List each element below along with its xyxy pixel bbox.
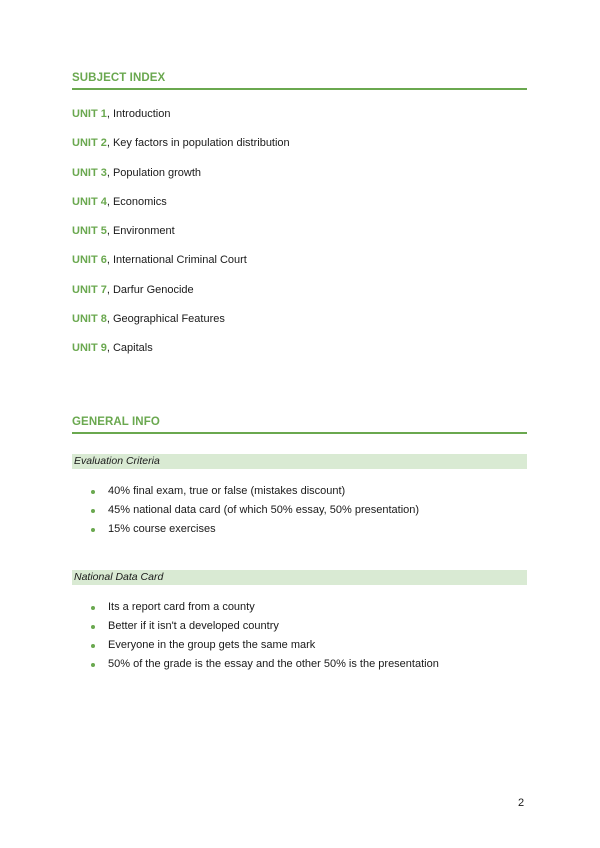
- list-item-text: 50% of the grade is the essay and the other 50% is the presentation: [108, 658, 439, 670]
- bullet-icon: [91, 644, 95, 648]
- unit-title: , Population growth: [106, 166, 202, 179]
- bullet-icon: [91, 606, 95, 610]
- list-item: [91, 658, 439, 677]
- unit-title: , Introduction: [106, 108, 171, 120]
- bullet-icon: [91, 663, 95, 667]
- national-data-card-subheading: National Data Card: [72, 570, 527, 585]
- unit-title: , Darfur Genocide: [106, 283, 194, 296]
- unit-number: UNIT 1: [72, 108, 107, 120]
- unit-title: , Environment: [106, 225, 175, 238]
- national-data-card-list: [91, 601, 439, 677]
- unit-item: [72, 225, 290, 254]
- unit-number: UNIT 9: [72, 342, 107, 355]
- unit-title: , Geographical Features: [106, 313, 225, 326]
- list-item: [91, 523, 419, 542]
- bullet-icon: [91, 528, 95, 532]
- list-item: [91, 504, 419, 523]
- bullet-icon: [91, 509, 95, 513]
- unit-number: UNIT 7: [72, 283, 107, 296]
- evaluation-criteria-list: [91, 485, 419, 542]
- bullet-icon: [91, 625, 95, 629]
- list-item-text: 45% national data card (of which 50% essay, 50% presentation): [108, 504, 420, 516]
- unit-item: [72, 137, 290, 166]
- unit-number: UNIT 4: [72, 195, 107, 208]
- unit-number: UNIT 3: [72, 166, 107, 179]
- unit-title: , Key factors in population distribution: [106, 137, 290, 150]
- unit-item: [72, 284, 290, 313]
- list-item: [91, 485, 419, 504]
- unit-item: [72, 254, 290, 283]
- evaluation-criteria-subheading: Evaluation Criteria: [72, 454, 527, 469]
- unit-title: , Capitals: [106, 342, 153, 355]
- unit-item: [72, 313, 290, 342]
- unit-number: UNIT 5: [72, 225, 107, 238]
- unit-title: , International Criminal Court: [106, 254, 247, 267]
- list-item-text: 40% final exam, true or false (mistakes discount): [108, 485, 346, 497]
- list-item-text: 15% course exercises: [108, 523, 216, 535]
- unit-item: [72, 196, 290, 225]
- unit-list: [72, 108, 290, 372]
- unit-title: , Economics: [106, 195, 167, 208]
- unit-item: [72, 342, 290, 371]
- list-item: [91, 601, 439, 620]
- unit-number: UNIT 6: [72, 254, 107, 267]
- list-item-text: Better if it isn't a developed country: [108, 620, 279, 632]
- page-number: 2: [518, 797, 525, 809]
- unit-number: UNIT 2: [72, 137, 107, 150]
- general-info-heading: GENERAL INFO: [72, 416, 527, 434]
- unit-item: [72, 167, 290, 196]
- list-item: [91, 639, 439, 658]
- bullet-icon: [91, 490, 95, 494]
- list-item-text: Its a report card from a county: [108, 601, 255, 613]
- list-item: [91, 620, 439, 639]
- subject-index-heading: SUBJECT INDEX: [72, 72, 527, 90]
- unit-number: UNIT 8: [72, 313, 107, 326]
- unit-item: [72, 108, 290, 137]
- list-item-text: Everyone in the group gets the same mark: [108, 639, 316, 651]
